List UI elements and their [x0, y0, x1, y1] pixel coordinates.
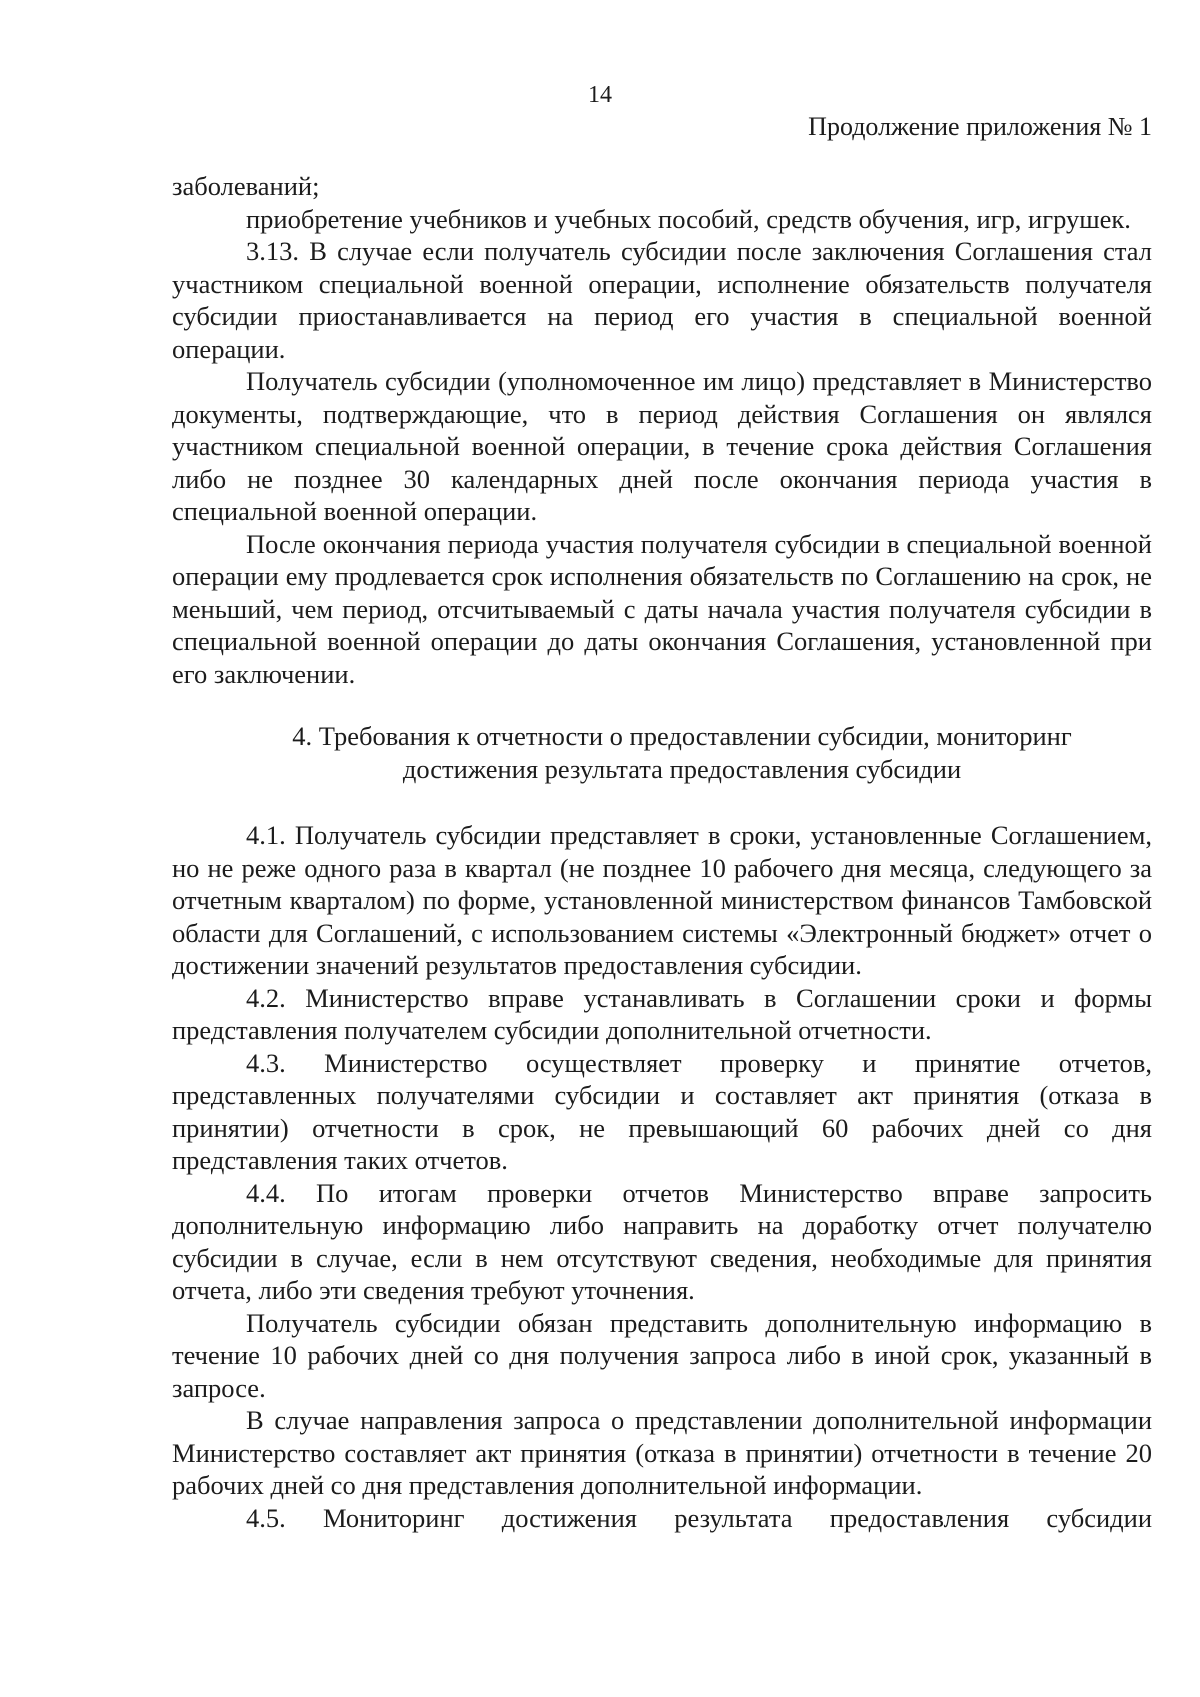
section-title-line: 4. Требования к отчетности о предоставлении субсидии, мониторинг [292, 721, 1072, 751]
paragraph-3-13: 3.13. В случае если получатель субсидии после заключения Соглашения стал участником специальной военной операции, исполнение обязательств получателя субсидии приостанавливается на период его участия в специальной военной операции. [172, 236, 1152, 364]
paragraph-4-5: 4.5. Мониторинг достижения результата предоставления субсидии [246, 1502, 1152, 1533]
annex-continuation-label: Продолжение приложения № 1 [808, 112, 1152, 141]
paragraph-4-4: 4.4. По итогам проверки отчетов Министерство вправе запросить дополнительную информацию либо направить на доработку отчет получателю субсидии в случае, если в нем отсутствуют сведения, необходимые для принятия отчета, либо эти сведения требуют уточнения. [172, 1177, 1152, 1305]
document-body [172, 170, 1152, 1534]
page-number: 14 [588, 82, 612, 108]
paragraph: приобретение учебников и учебных пособий, средств обучения, игр, игрушек. [246, 203, 1131, 234]
section-title-line: достижения результата предоставления субсидии [402, 753, 962, 784]
section-4-title [172, 720, 1152, 785]
paragraph: Получатель субсидии (уполномоченное им лицо) представляет в Министерство документы, подтверждающие, что в период действия Соглашения он являлся участником специальной военной операции, в течение срока действия Соглашения либо не позднее 30 календарных дней после окончания периода участия в специальной военной операции. [172, 366, 1152, 526]
paragraph: После окончания периода участия получателя субсидии в специальной военной операции ему продлевается срок исполнения обязательств по Соглашению на срок, не меньший, чем период, отсчитываемый с даты начала участия получателя субсидии в специальной военной операции до даты окончания Соглашения, установленной при его заключении. [172, 528, 1152, 689]
paragraph: Получатель субсидии обязан представить дополнительную информацию в течение 10 рабочих дней со дня получения запроса либо в иной срок, указанный в запросе. [172, 1307, 1152, 1403]
paragraph-4-1: 4.1. Получатель субсидии представляет в сроки, установленные Соглашением, но не реже одного раза в квартал (не позднее 10 рабочего дня месяца, следующего за отчетным кварталом) по форме, установленной министерством финансов Тамбовской области для Соглашений, с использованием системы «Электронный бюджет» отчет о достижении значений результатов предоставления субсидии. [172, 820, 1152, 980]
paragraph: В случае направления запроса о представлении дополнительной информации Министерство составляет акт принятия (отказа в принятии) отчетности в течение 20 рабочих дней со дня представления дополнительной информации. [172, 1405, 1152, 1500]
paragraph-4-3: 4.3. Министерство осуществляет проверку и принятие отчетов, представленных получателями субсидии и составляет акт принятия (отказа в принятии) отчетности в срок, не превышающий 60 рабочих дней со дня представления таких отчетов. [172, 1047, 1152, 1175]
paragraph: заболеваний; [172, 171, 320, 201]
paragraph-4-2: 4.2. Министерство вправе устанавливать в Соглашении сроки и формы представления получателем субсидии дополнительной отчетности. [172, 982, 1152, 1045]
